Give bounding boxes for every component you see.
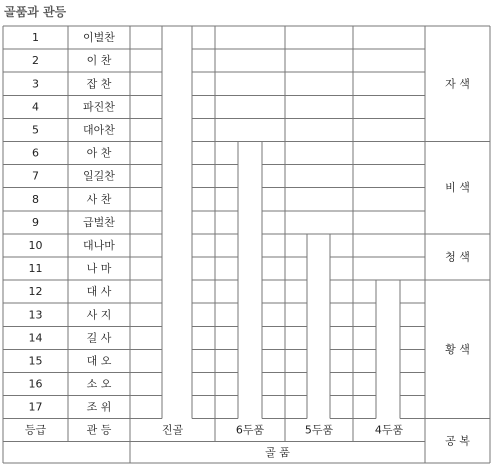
rank-number: 6: [32, 146, 39, 160]
rank-name: 길 사: [86, 331, 112, 345]
rank-number: 11: [28, 262, 43, 276]
table-cells: [25, 30, 470, 459]
rank-number: 9: [32, 215, 39, 229]
header-five-dupum: 5두품: [304, 423, 334, 437]
header-gongbok: 공 복: [445, 434, 470, 448]
header-four-dupum: 4두품: [374, 423, 404, 437]
rank-name: 사 지: [86, 308, 112, 322]
gongbok-color-label: 청 색: [445, 250, 470, 264]
rank-name: 이 찬: [86, 54, 112, 68]
rank-number: 12: [28, 285, 43, 299]
rank-number: 15: [28, 354, 43, 368]
rank-name: 급벌찬: [83, 215, 115, 229]
gongbok-color-label: 자 색: [445, 77, 470, 91]
rank-number: 10: [28, 238, 43, 252]
rank-number: 16: [28, 377, 43, 391]
rank-number: 4: [32, 100, 39, 114]
rank-name: 일길찬: [83, 169, 115, 183]
rank-name: 소 오: [86, 377, 112, 391]
rank-number: 13: [28, 308, 43, 322]
rank-number: 8: [32, 192, 39, 206]
rank-number: 1: [32, 31, 39, 45]
page-title: 골품과 관등: [4, 5, 67, 19]
rank-name: 대아찬: [83, 123, 115, 137]
rank-number: 3: [32, 77, 39, 91]
rank-name: 대 오: [86, 354, 112, 368]
rank-name: 파진찬: [83, 100, 115, 114]
rank-name: 잡 찬: [86, 77, 112, 91]
rank-number: 17: [28, 400, 43, 414]
rank-number: 2: [32, 54, 39, 68]
footer-golpum: 골 품: [265, 445, 290, 459]
header-rank: 관 등: [86, 423, 112, 437]
rank-number: 7: [32, 169, 39, 183]
table-grid-lines: [3, 26, 490, 463]
rank-name: 이벌찬: [83, 31, 115, 45]
gongbok-color-label: 황 색: [445, 342, 470, 356]
rank-name: 대나마: [83, 238, 115, 252]
header-six-dupum: 6두품: [235, 423, 265, 437]
header-jingol: 진골: [161, 423, 184, 437]
rank-name: 아 찬: [86, 146, 112, 160]
rank-number: 5: [32, 123, 39, 137]
rank-number: 14: [28, 331, 43, 345]
rank-name: 사 찬: [86, 192, 112, 206]
gongbok-color-label: 비 색: [445, 181, 470, 195]
header-grade: 등급: [24, 423, 47, 437]
rank-name: 조 위: [86, 400, 112, 414]
rank-name: 대 사: [86, 285, 112, 299]
rank-name: 나 마: [86, 262, 112, 276]
